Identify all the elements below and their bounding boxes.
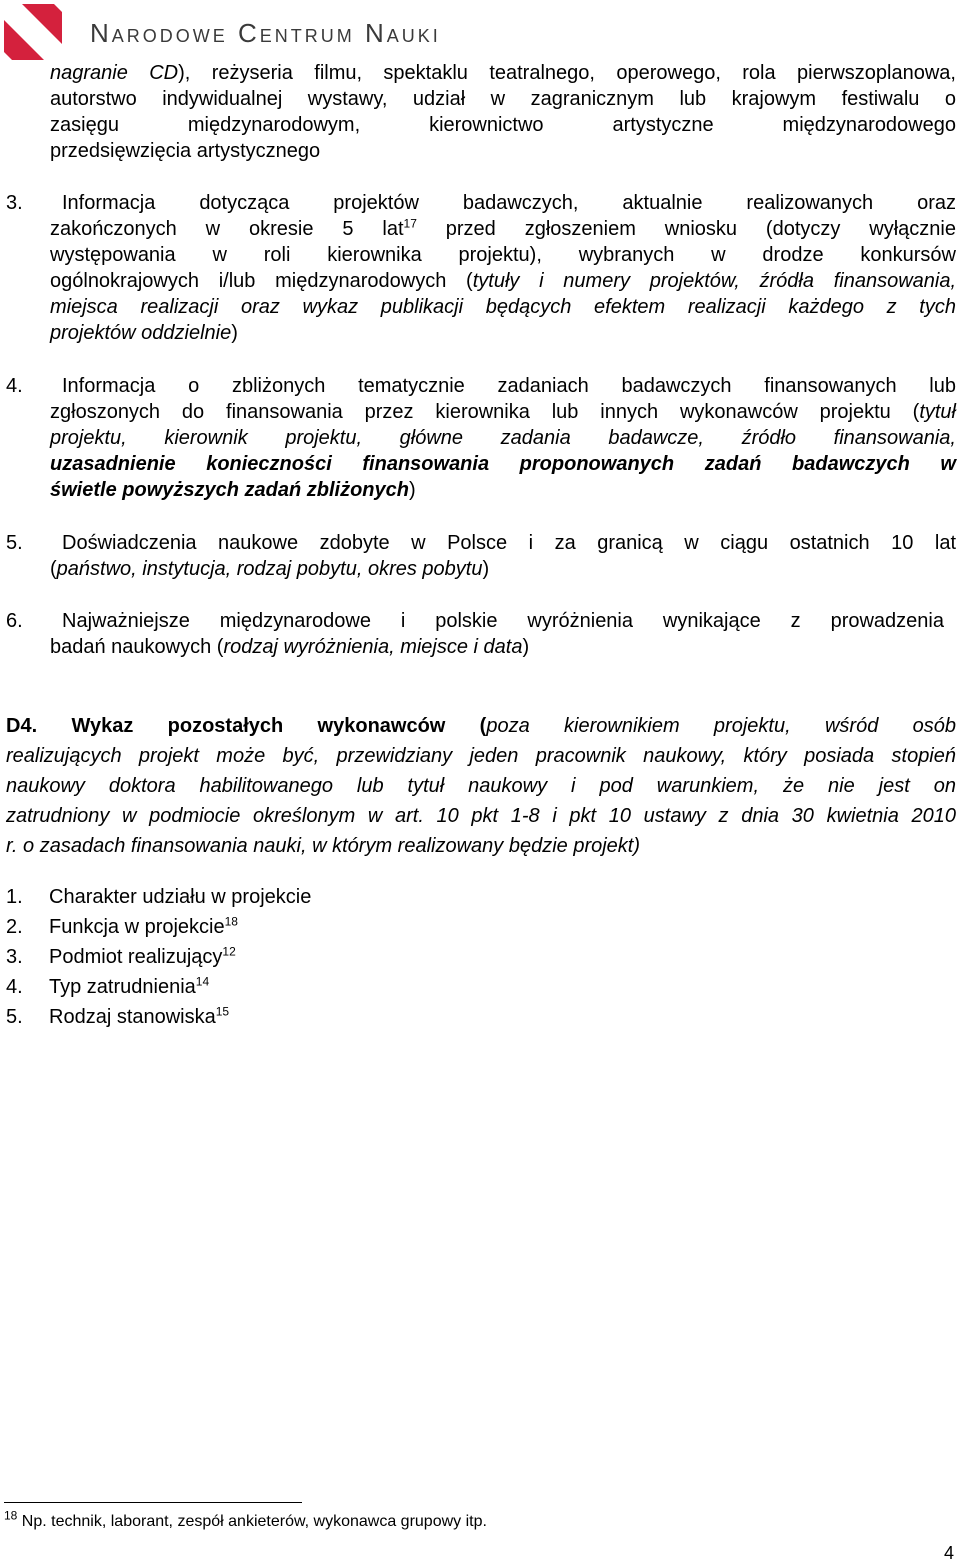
item-3-line-2: zakończonych w okresie 5 lat$^{17}$ przed zgłoszeniem wniosku (dotyczy wyłącznie xyxy=(50,216,956,240)
item-5-line-2: (państwo, instytucja, rodzaj pobytu, okres pobytu) xyxy=(50,558,490,580)
item-3-number: 3. xyxy=(6,192,23,214)
page-header xyxy=(4,4,564,60)
d4-line-2: realizujących projekt może być, przewidziany jeden pracownik naukowy, który posiada stopień xyxy=(6,745,956,767)
list-item-2-number: 2. xyxy=(6,916,23,938)
footnote-separator xyxy=(4,1502,302,1503)
page-number: 4 xyxy=(943,1543,954,1563)
item-3-line-3: występowania w roli kierownika projektu), wybranych w drodze konkursów xyxy=(50,244,956,266)
list-item-4-text: Typ zatrudnienia$^{14}$ xyxy=(49,974,210,998)
list-item-1-number: 1. xyxy=(6,886,23,908)
ncn-logo-icon xyxy=(4,4,62,60)
list-item-5-number: 5. xyxy=(6,1006,23,1028)
list-item-5-text: Rodzaj stanowiska$^{15}$ xyxy=(49,1004,230,1028)
list-item-3-number: 3. xyxy=(6,946,23,968)
org-name: Narodowe Centrum Nauki xyxy=(90,18,441,48)
list-item-1-text: Charakter udziału w projekcie xyxy=(49,886,312,908)
list-item-3-text: Podmiot realizujący$^{12}$ xyxy=(49,944,236,968)
item-3-line-5: miejsca realizacji oraz wykaz publikacji będących efektem realizacji każdego z tych xyxy=(50,296,956,318)
item-4-line-4: uzasadnienie konieczności finansowania proponowanych zadań badawczych w xyxy=(50,453,956,475)
item-3-line-6: projektów oddzielnie) xyxy=(50,322,238,344)
item-6-number: 6. xyxy=(6,610,23,632)
item-3-line-1: Informacja dotycząca projektów badawczych, aktualnie realizowanych oraz xyxy=(62,192,956,214)
continuation-line-2: autorstwo indywidualnej wystawy, udział w zagranicznym lub krajowym festiwalu o xyxy=(50,88,956,110)
continuation-line-3: zasięgu międzynarodowym, kierownictwo artystyczne międzynarodowego xyxy=(50,114,956,136)
list-item-4-number: 4. xyxy=(6,976,23,998)
continuation-line-1: nagranie CD), reżyseria filmu, spektaklu teatralnego, operowego, rola pierwszoplanowa, xyxy=(50,62,956,84)
item-4-line-1: Informacja o zbliżonych tematycznie zadaniach badawczych finansowanych lub xyxy=(62,375,956,397)
d4-line-3: naukowy doktora habilitowanego lub tytuł naukowy i pod warunkiem, że nie jest on xyxy=(6,775,956,797)
item-4-number: 4. xyxy=(6,375,23,397)
item-4-line-3: projektu, kierownik projektu, główne zadania badawcze, źródło finansowania, xyxy=(50,427,956,449)
item-6-line-2: badań naukowych (rodzaj wyróżnienia, miejsce i data) xyxy=(50,636,530,658)
item-6-line-1: Najważniejsze międzynarodowe i polskie wyróżnienia wynikające z prowadzenia xyxy=(62,610,944,632)
item-5-line-1: Doświadczenia naukowe zdobyte w Polsce i za granicą w ciągu ostatnich 10 lat xyxy=(62,532,956,554)
item-4-line-2: zgłoszonych do finansowania przez kierownika lub innych wykonawców projektu (tytuł xyxy=(50,401,956,423)
item-3-line-4: ogólnokrajowych i/lub międzynarodowych (tytuły i numery projektów, źródła finansowania, xyxy=(50,270,957,292)
continuation-line-4: przedsięwzięcia artystycznego xyxy=(50,140,321,162)
item-5-number: 5. xyxy=(6,532,23,554)
d4-heading-line: D4. Wykaz pozostałych wykonawców (poza kierownikiem projektu, wśród osób xyxy=(6,715,956,737)
list-item-2-text: Funkcja w projekcie$^{18}$ xyxy=(49,914,238,938)
d4-line-5: r. o zasadach finansowania nauki, w którym realizowany będzie projekt) xyxy=(6,835,641,857)
item-4-line-5: świetle powyższych zadań zbliżonych) xyxy=(50,479,416,501)
footnote-18: $^{18}$ Np. technik, laborant, zespół ankieterów, wykonawca grupowy itp. xyxy=(4,1508,487,1530)
d4-line-4: zatrudniony w podmiocie określonym w art. 10 pkt 1-8 i pkt 10 ustawy z dnia 30 kwietnia 2010 xyxy=(6,805,956,827)
